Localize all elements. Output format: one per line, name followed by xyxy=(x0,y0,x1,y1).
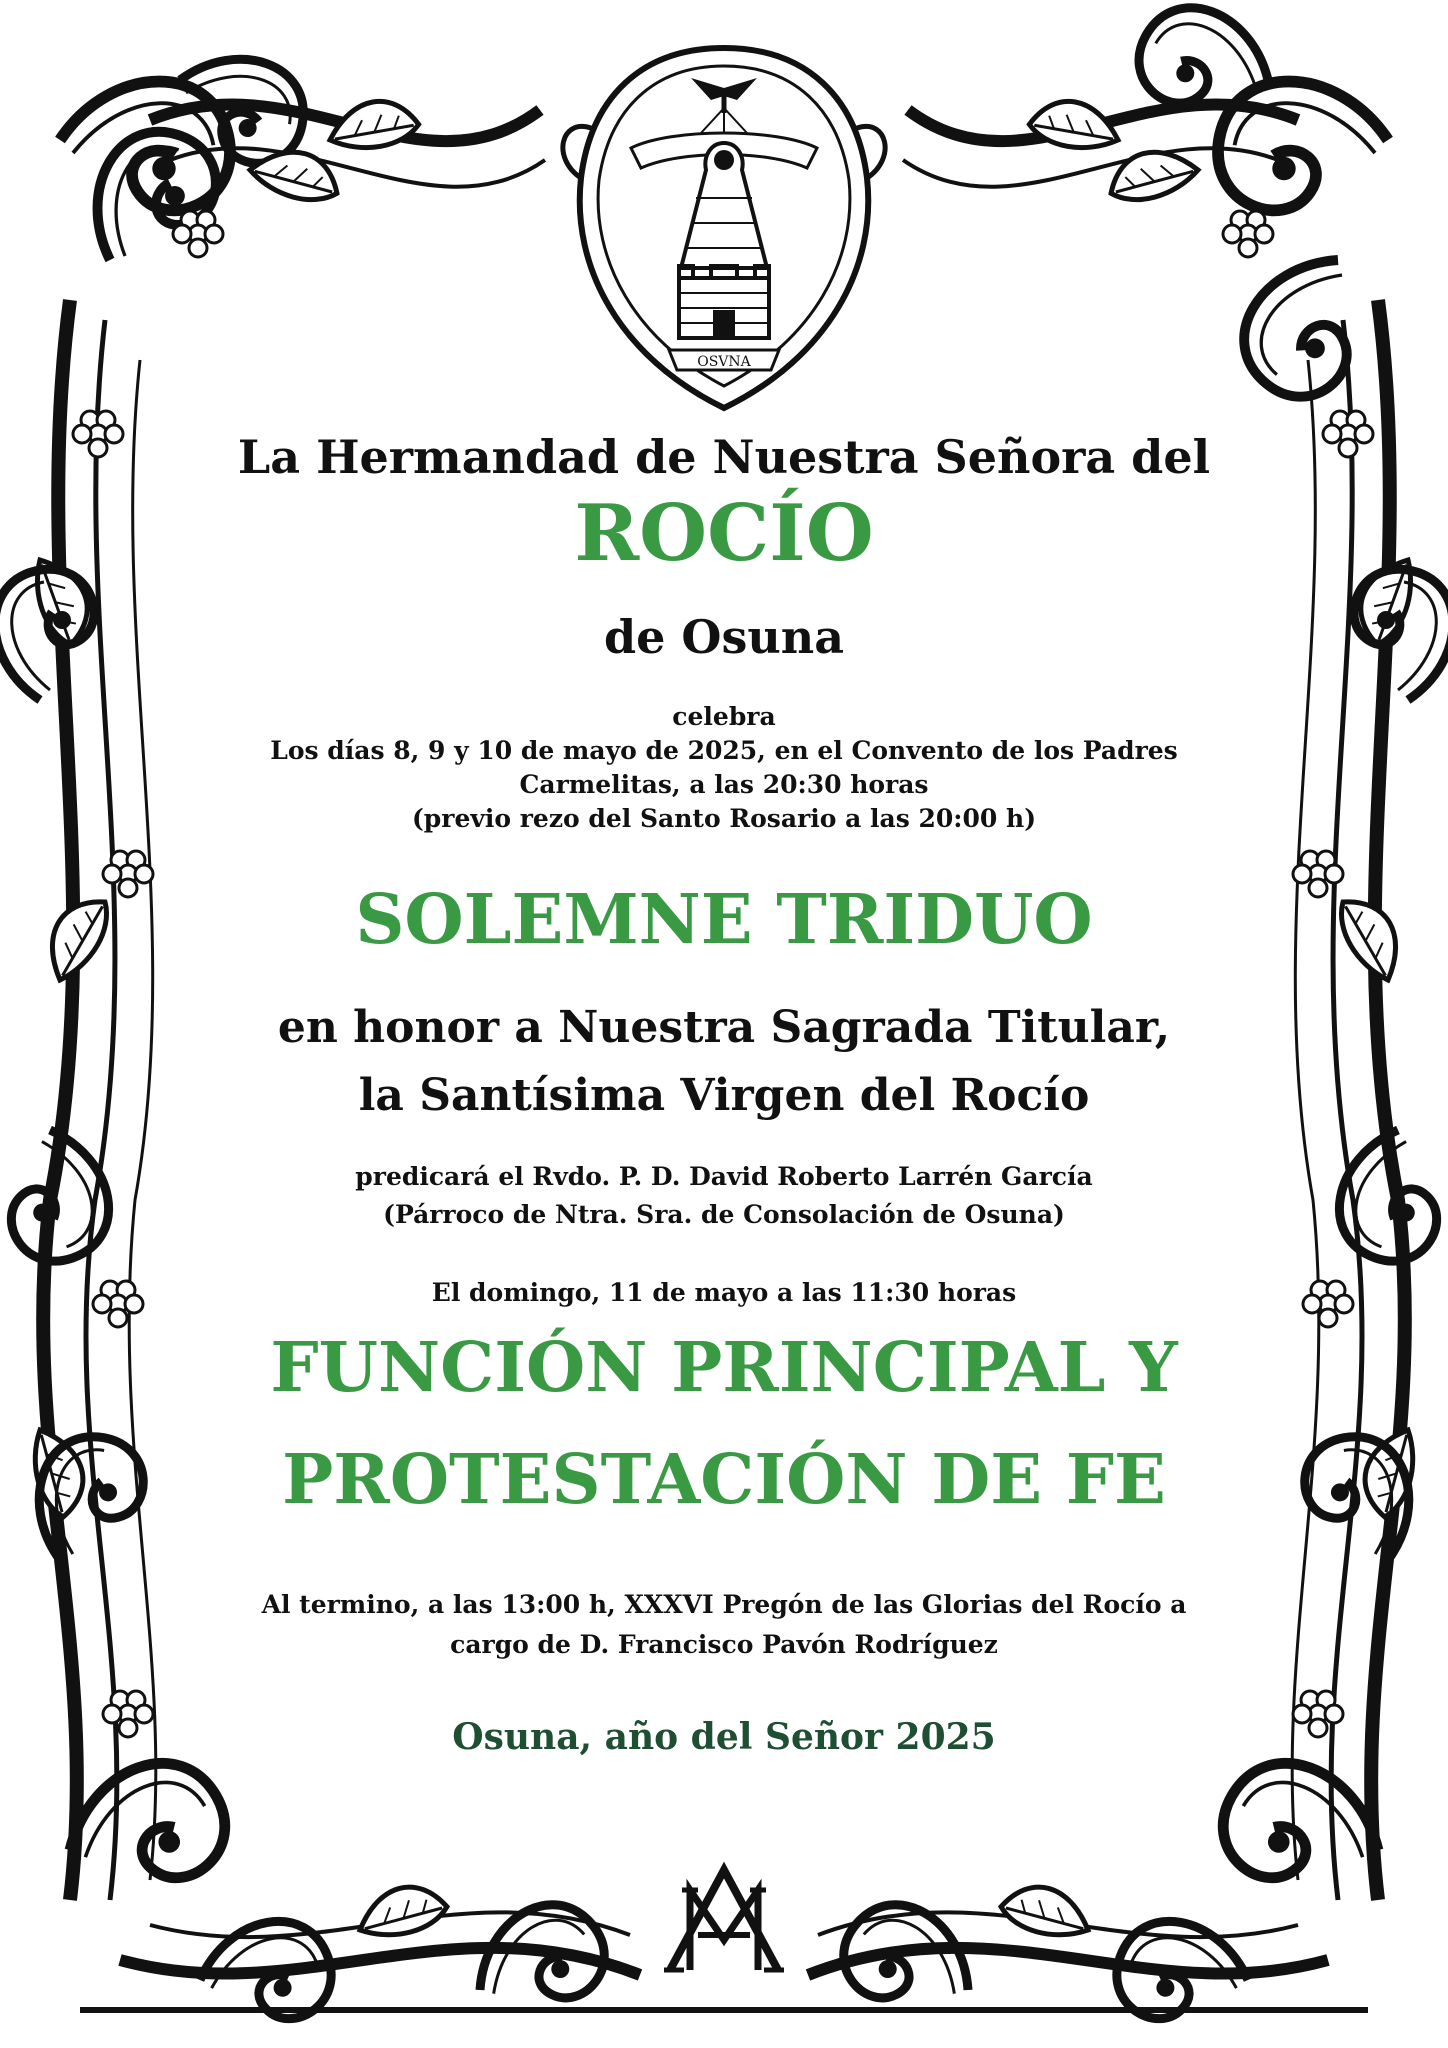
triduo-dates: Los días 8, 9 y 10 de mayo de 2025, en el Convento de los Padres xyxy=(270,736,1178,765)
honor-line-2: la Santísima Virgen del Rocío xyxy=(358,1070,1090,1121)
pregon-line-1: Al termino, a las 13:00 h, XXXVI Pregón de las Glorias del Rocío a xyxy=(261,1590,1187,1619)
header-de-osuna: de Osuna xyxy=(603,610,845,664)
honor-line-1: en honor a Nuestra Sagrada Titular, xyxy=(277,1002,1171,1053)
rosary-note: (previo rezo del Santo Rosario a las 20:00 h) xyxy=(411,804,1037,833)
pregon-line-2: cargo de D. Francisco Pavón Rodríguez xyxy=(450,1630,998,1659)
solemne-triduo-title: SOLEMNE TRIDUO xyxy=(355,880,1093,960)
triduo-location-time: Carmelitas, a las 20:30 horas xyxy=(519,770,929,799)
closing-line: Osuna, año del Señor 2025 xyxy=(452,1716,996,1758)
funcion-date: El domingo, 11 de mayo a las 11:30 horas xyxy=(431,1278,1017,1307)
crest-drawing xyxy=(561,38,887,418)
preacher-line-2: (Párroco de Ntra. Sra. de Consolación de Osuna) xyxy=(383,1200,1065,1229)
brotherhood-crest xyxy=(561,38,887,418)
monogram-letters: AM xyxy=(460,1660,462,1661)
preacher-line-1: predicará el Rvdo. P. D. David Roberto Larrén García xyxy=(355,1162,1093,1191)
celebra-text: celebra xyxy=(672,702,776,731)
funcion-title-line-2: PROTESTACIÓN DE FE xyxy=(282,1440,1166,1520)
funcion-title-line-1: FUNCIÓN PRINCIPAL Y xyxy=(270,1328,1178,1408)
header-rocio: ROCÍO xyxy=(574,488,874,579)
crest-motto: OSVNA xyxy=(697,354,751,370)
header-line-1: La Hermandad de Nuestra Señora del xyxy=(237,430,1211,484)
